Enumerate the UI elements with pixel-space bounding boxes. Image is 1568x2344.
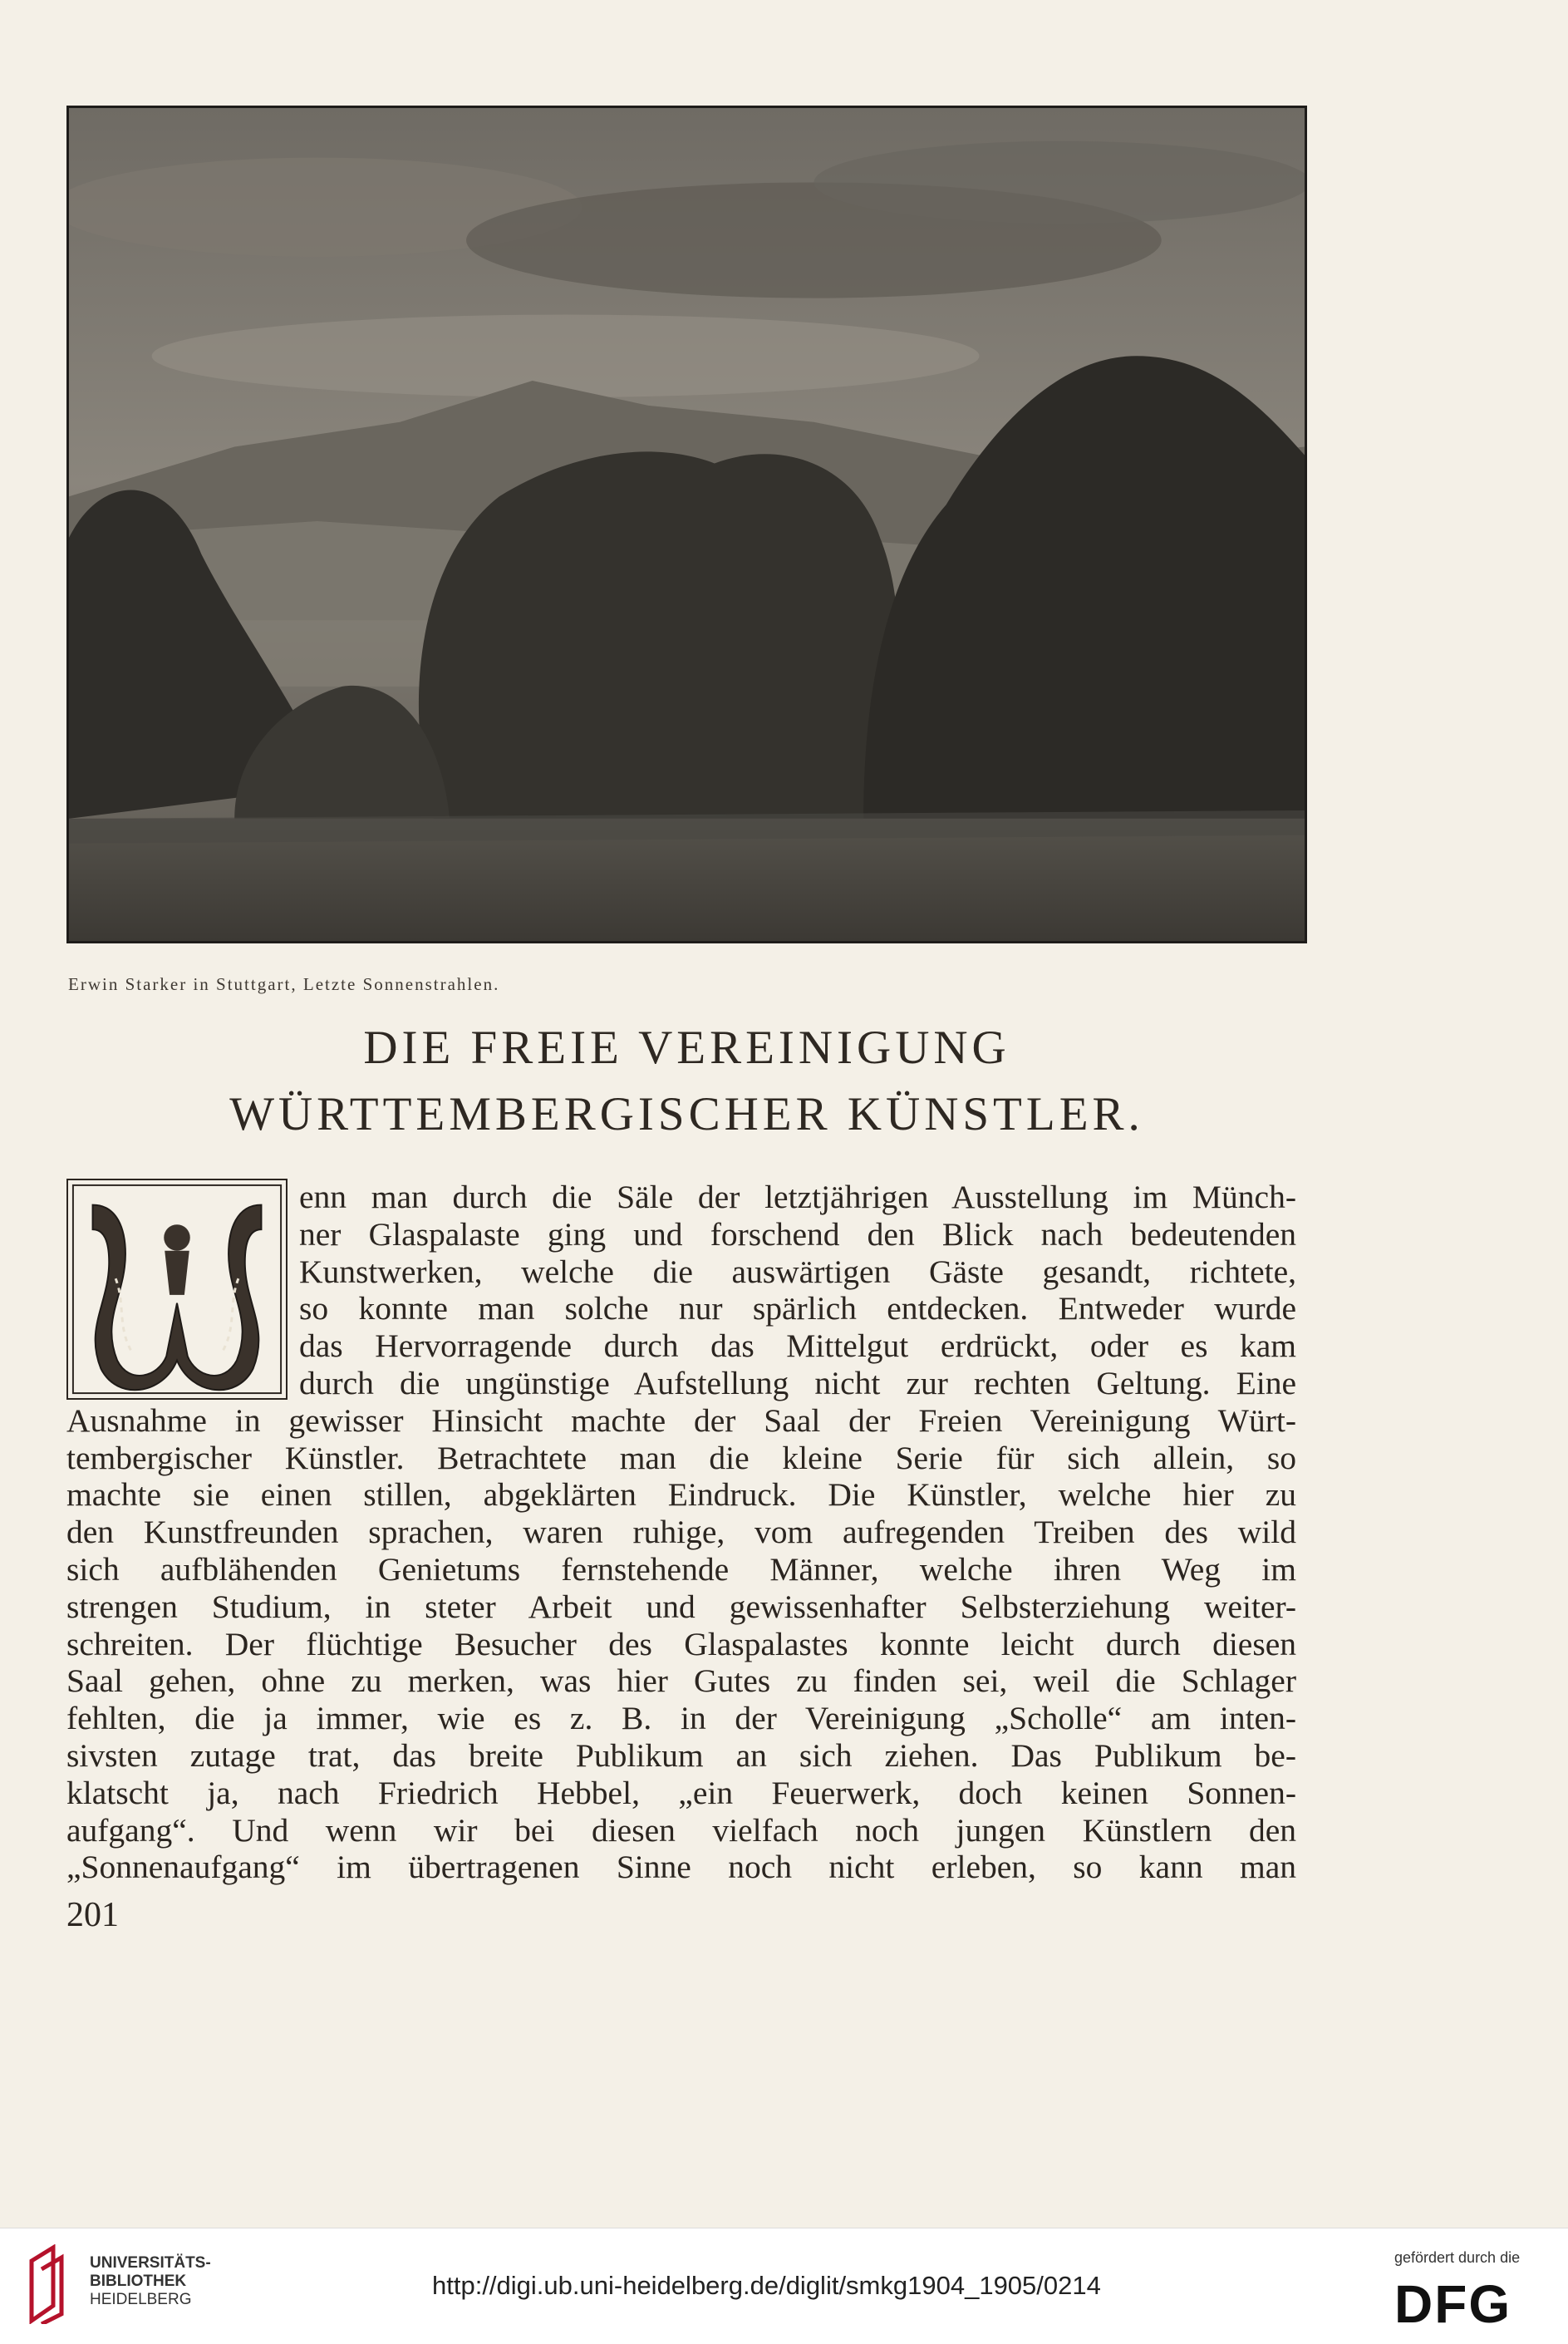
body-line: ner Glaspalaste ging und forschend den Blick nach bedeutenden bbox=[299, 1215, 1296, 1253]
dfg-logo[interactable]: DFG bbox=[1394, 2274, 1512, 2334]
body-line: das Hervorragende durch das Mittelgut erdrückt, oder es kam bbox=[299, 1327, 1296, 1365]
body-line: machte sie einen stillen, abgeklärten Eindruck. Die Künstler, welche hier zu bbox=[66, 1476, 1296, 1514]
body-line: fehlten, die ja immer, wie es z. B. in der Vereinigung „Scholle“ am inten- bbox=[66, 1700, 1296, 1737]
university-library-logo-icon[interactable] bbox=[28, 2244, 73, 2324]
body-line: enn man durch die Säle der letztjährigen Ausstellung im Münch- bbox=[299, 1179, 1296, 1215]
body-line: strengen Studium, in steter Arbeit und gewissenhafter Selbsterziehung weiter- bbox=[66, 1588, 1296, 1625]
body-line: tembergischer Künstler. Betrachtete man die kleine Serie für sich allein, so bbox=[66, 1439, 1296, 1476]
article-title-line-2: WÜRTTEMBERGISCHER KÜNSTLER. bbox=[229, 1088, 1144, 1140]
library-name-line-1: UNIVERSITÄTS- bbox=[90, 2254, 211, 2272]
body-line: schreiten. Der flüchtige Besucher des Glaspalastes konnte leicht durch diesen bbox=[66, 1625, 1296, 1662]
body-line: Ausnahme in gewisser Hinsicht machte der Saal der Freien Vereinigung Würt- bbox=[66, 1401, 1296, 1439]
body-line: klatscht ja, nach Friedrich Hebbel, „ein Feuerwerk, doch keinen Sonnen- bbox=[66, 1774, 1296, 1811]
body-line: den Kunstfreunden sprachen, waren ruhige, vom aufregenden Treiben des wild bbox=[66, 1514, 1296, 1551]
article-title-line-1: DIE FREIE VEREINIGUNG bbox=[363, 1022, 1010, 1074]
body-line: sivsten zutage trat, das breite Publikum an sich ziehen. Das Publikum be- bbox=[66, 1736, 1296, 1774]
body-line: durch die ungünstige Aufstellung nicht zur rechten Geltung. Eine bbox=[299, 1364, 1296, 1401]
page-number: 201 bbox=[66, 1896, 119, 1934]
body-line: so konnte man solche nur spärlich entdecken. Entweder wurde bbox=[299, 1290, 1296, 1327]
body-line: sich aufblähenden Genietums fernstehende Männer, welche ihren Weg im bbox=[66, 1550, 1296, 1588]
university-library-name[interactable] bbox=[90, 2254, 211, 2309]
body-line: Saal gehen, ohne zu merken, was hier Gutes zu finden sei, weil die Schlager bbox=[66, 1662, 1296, 1700]
funding-label: gefördert durch die bbox=[1394, 2249, 1521, 2266]
figure-caption: Erwin Starker in Stuttgart, Letzte Sonnenstrahlen. bbox=[68, 974, 500, 994]
body-line: „Sonnenaufgang“ im übertragenen Sinne noch nicht erleben, so kann man bbox=[66, 1849, 1296, 1886]
library-name-line-2: BIBLIOTHEK bbox=[90, 2273, 187, 2290]
library-name-line-3: HEIDELBERG bbox=[90, 2291, 192, 2308]
permalink-url[interactable]: http://digi.ub.uni-heidelberg.de/diglit/smkg1904_1905/0214 bbox=[432, 2271, 1101, 2300]
painting-illustration bbox=[66, 106, 1307, 943]
body-line: aufgang“. Und wenn wir bei diesen vielfach noch jungen Künstlern den bbox=[66, 1811, 1296, 1849]
landscape-painting-image bbox=[69, 108, 1305, 941]
body-line: Kunstwerken, welche die auswärtigen Gäste gesandt, richtete, bbox=[299, 1253, 1296, 1290]
article-body bbox=[66, 1179, 1296, 1886]
